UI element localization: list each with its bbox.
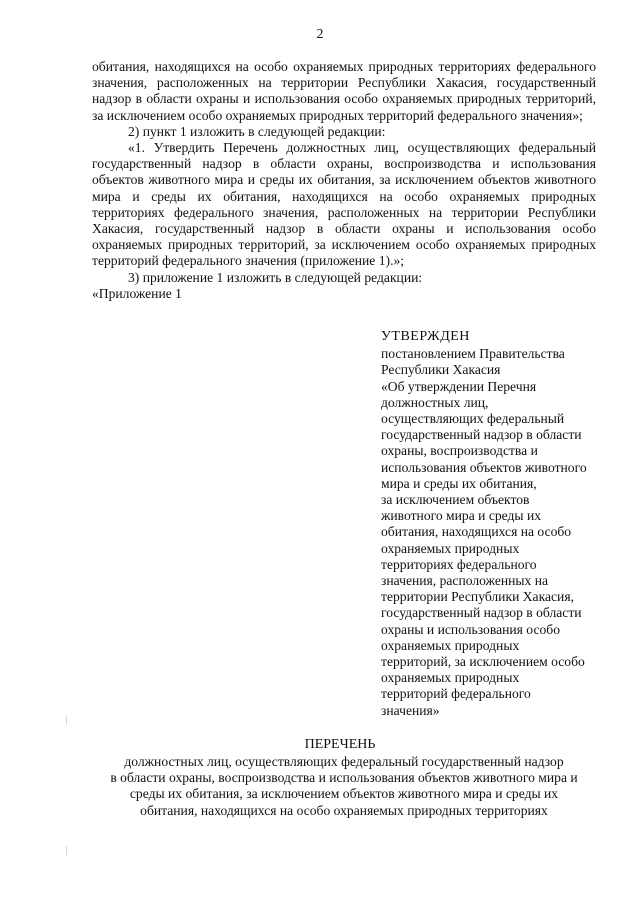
appendix-label: «Приложение 1 <box>92 285 182 301</box>
paragraph-item-1-text: «1. Утвердить Перечень должностных лиц, осуществляющих федеральный государственный надзор в области охраны, воспроизводства и использования объектов животного мира и среды их обитания, за исключением объектов животного мира и среды их обитания, находящихся на особо охраняемых природных территориях федерального значения, расположенных на территории Республики Хакасия, государственный надзор в области охраны и использования особо охраняемых природных территорий, за исключением особо охраняемых природных территорий федерального значения (приложение 1).»; <box>92 140 596 269</box>
page-number: 2 <box>316 27 324 42</box>
list-subtitle: должностных лиц, осуществляющих федеральный государственный надзор в области охраны, воспроизводства и использования объектов животного мира и среды их обитания, за исключением объектов животного мира и среды их обитания, находящихся на особо охраняемых природных территориях <box>110 754 578 818</box>
approval-block <box>381 329 601 719</box>
margin-mark <box>66 846 67 855</box>
margin-mark <box>66 716 67 725</box>
body-text <box>92 59 596 302</box>
paragraph-item-3: 3) приложение 1 изложить в следующей редакции: <box>128 269 423 285</box>
list-title: ПЕРЕЧЕНЬ <box>304 737 376 752</box>
approval-body: постановлением Правительства Республики Хакасия «Об утверждении Перечня должностных лиц, осуществляющих федеральный государственный надзор в области охраны, воспроизводства и использования объектов животного мира и среды их обитания, за исключением объектов животного мира и среды их обитания, находящихся на особо охраняемых природных территориях федерального значения, расположенных на территории Республики Хакасия, государственный надзор в области охраны и использования особо охраняемых природных территорий, за исключением особо охраняемых природных территорий федерального значения» <box>381 346 587 718</box>
paragraph-item-2: 2) пункт 1 изложить в следующей редакции: <box>128 123 386 139</box>
approval-heading: УТВЕРЖДЕН <box>381 329 470 344</box>
paragraph-continuation: обитания, находящихся на особо охраняемых природных территориях федерального значения, расположенных на территории Республики Хакасия, государственный надзор в области охраны и использования особо охраняемых природных территорий, за исключением особо охраняемых природных территорий федерального значения»; <box>92 59 596 123</box>
